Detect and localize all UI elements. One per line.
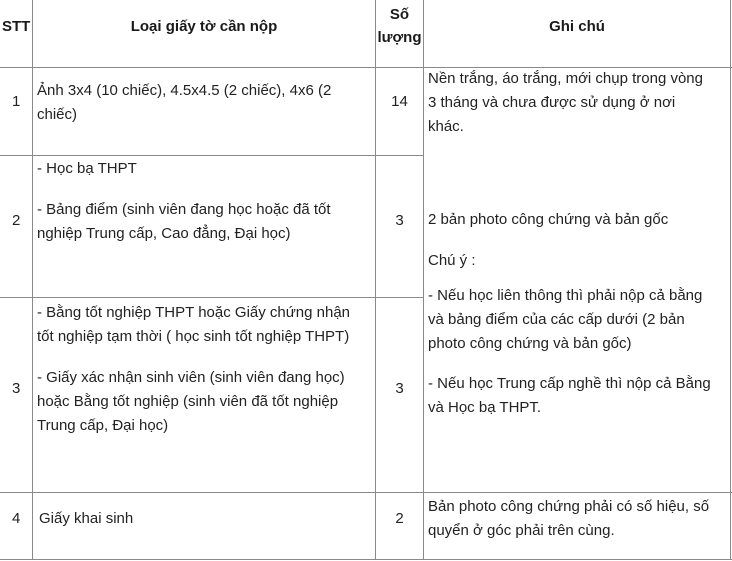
row1-stt: 1	[12, 93, 21, 110]
row4-quantity: 2	[395, 510, 404, 527]
header-quantity	[375, 3, 424, 49]
row4-note	[428, 495, 730, 543]
header-notes: Ghi chú	[549, 18, 605, 35]
row3-document-item1-line1: - Bằng tốt nghiệp THPT hoặc Giấy chứng nhận	[37, 304, 351, 321]
row1-document	[37, 79, 375, 127]
merged-note-line4: và bảng điểm của các cấp dưới (2 bản	[428, 311, 685, 328]
row3-quantity: 3	[395, 380, 404, 397]
merged-note-line6: - Nếu học Trung cấp nghề thì nộp cả Bằng	[428, 375, 711, 392]
grid-line	[0, 492, 732, 493]
row1-document-line2: chiếc)	[37, 106, 78, 123]
merged-note-line3: - Nếu học liên thông thì phải nộp cả bằng	[428, 287, 703, 304]
merged-note-line5: photo công chứng và bản gốc)	[428, 335, 632, 352]
grid-line	[0, 155, 423, 156]
merged-note-line7: và Học bạ THPT.	[428, 399, 542, 416]
header-document-type: Loại giấy tờ cần nộp	[130, 18, 278, 35]
merged-note	[428, 208, 730, 420]
row2-document-item2-line2: nghiệp Trung cấp, Cao đẳng, Đại học)	[37, 225, 291, 242]
grid-line	[32, 0, 33, 560]
row3-document-item1-line2: tốt nghiệp tạm thời ( học sinh tốt nghiệp THPT)	[37, 328, 350, 345]
header-quantity-line1: Số	[389, 6, 410, 23]
row4-stt: 4	[12, 510, 21, 527]
row1-note-line1: Nền trắng, áo trắng, mới chụp trong vòng	[428, 70, 703, 87]
row1-note	[428, 67, 730, 139]
row3-stt: 3	[12, 380, 21, 397]
row3-document	[37, 301, 375, 438]
row1-document-line1: Ảnh 3x4 (10 chiếc), 4.5x4.5 (2 chiếc), 4x6 (2	[37, 82, 332, 99]
row3-document-item2-line2: hoặc Bằng tốt nghiệp (sinh viên đã tốt nghiệp	[37, 393, 339, 410]
grid-line	[0, 297, 423, 298]
grid-line	[423, 0, 424, 560]
row3-document-item2-line1: - Giấy xác nhận sinh viên (sinh viên đang học)	[37, 369, 345, 386]
merged-note-line2: Chú ý :	[428, 252, 476, 269]
row1-note-line2: 3 tháng và chưa được sử dụng ở nơi	[428, 94, 676, 111]
row4-document: Giấy khai sinh	[39, 510, 134, 527]
grid-line	[730, 0, 731, 560]
row3-document-item2-line3: Trung cấp, Đại học)	[37, 417, 169, 434]
merged-note-line1: 2 bản photo công chứng và bản gốc	[428, 211, 669, 228]
row2-stt: 2	[12, 212, 21, 229]
row4-note-line1: Bản photo công chứng phải có số hiệu, số	[428, 498, 710, 515]
grid-line	[0, 559, 732, 560]
row2-document-item1: - Học bạ THPT	[37, 160, 137, 177]
row2-document-item2-line1: - Bảng điểm (sinh viên đang học hoặc đã tốt	[37, 201, 331, 218]
row1-quantity: 14	[391, 93, 408, 110]
row4-note-line2: quyển ở góc phải trên cùng.	[428, 522, 615, 539]
row2-document	[37, 157, 375, 246]
header-quantity-line2: lượng	[377, 29, 422, 46]
header-stt: STT	[2, 18, 31, 35]
row2-quantity: 3	[395, 212, 404, 229]
grid-line	[375, 0, 376, 560]
row1-note-line3: khác.	[428, 118, 464, 135]
